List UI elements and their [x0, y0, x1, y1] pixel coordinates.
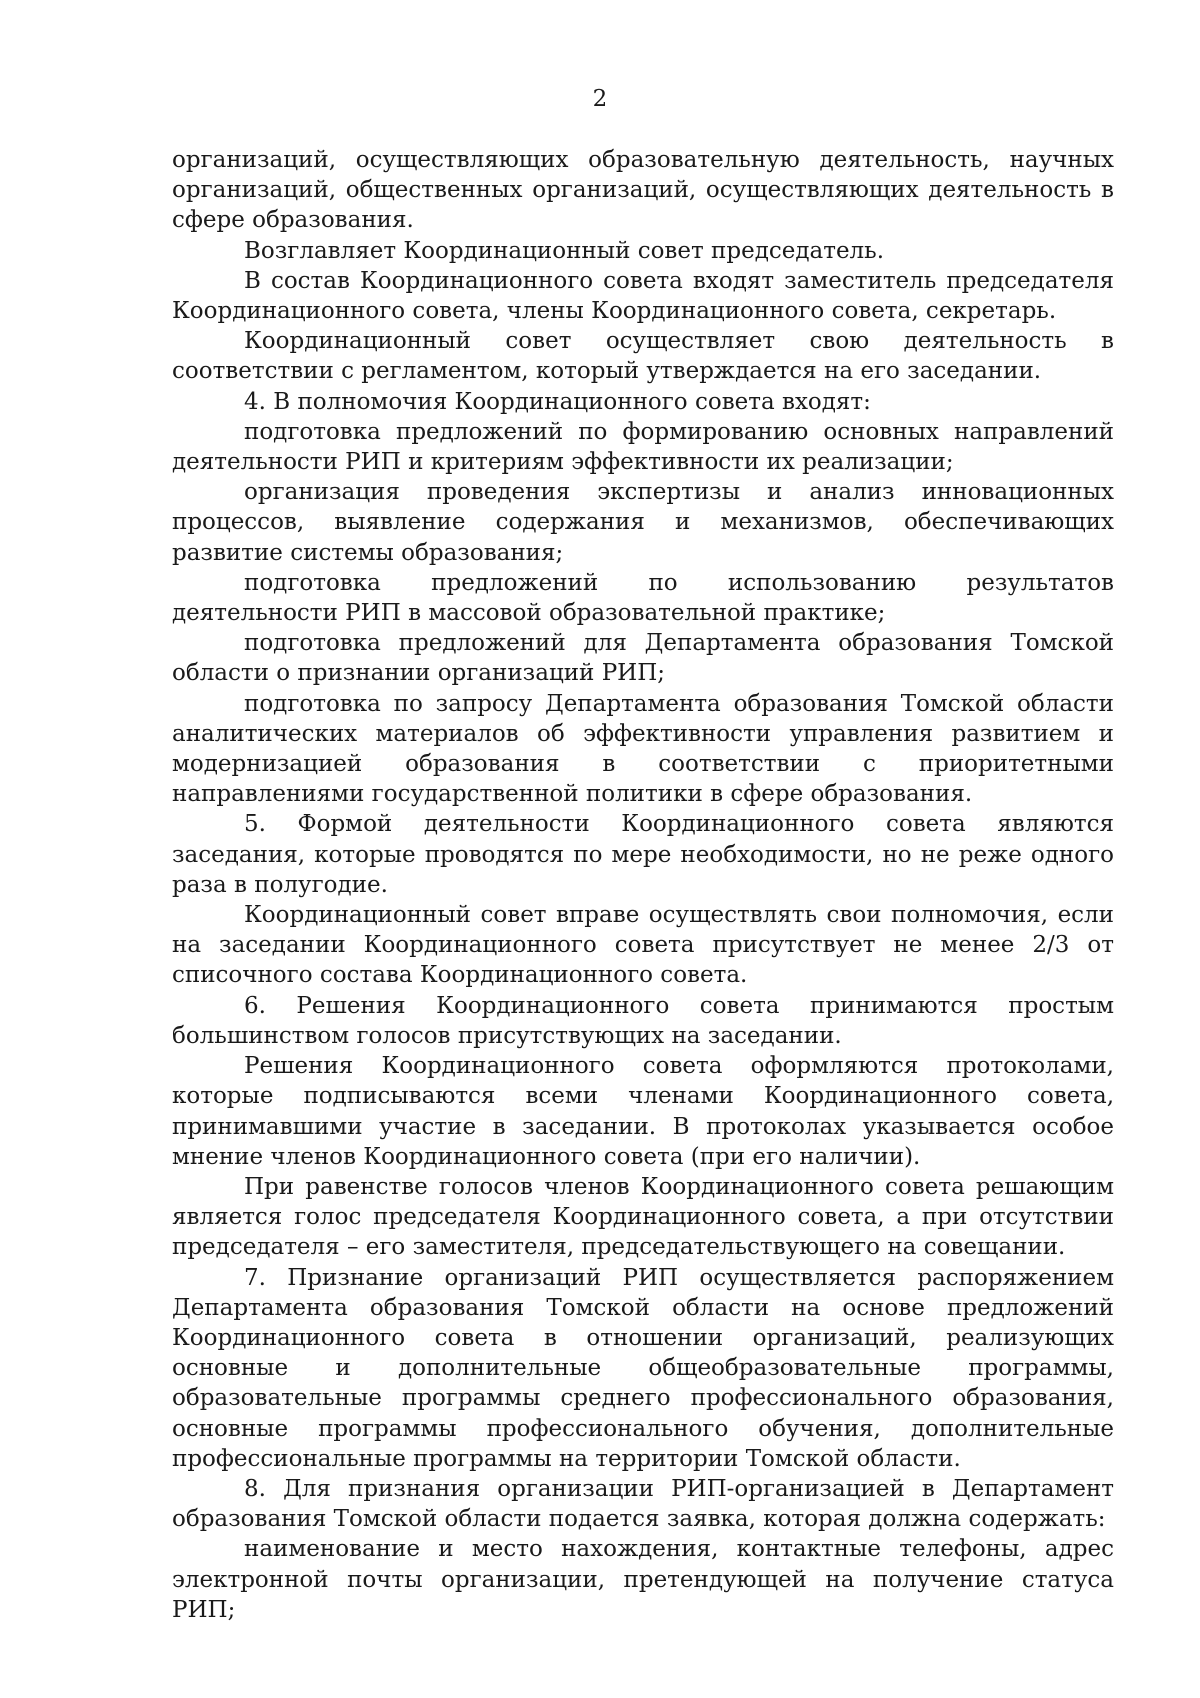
- paragraph: подготовка предложений по использованию результатов деятельности РИП в массовой образовательной практике;: [172, 569, 1114, 627]
- paragraph: подготовка по запросу Департамента образования Томской области аналитических материалов об эффективности управления развитием и модернизацией образования в соответствии с приоритетными направлениями государственной политики в сфере образования.: [172, 690, 1114, 808]
- paragraph: 7. Признание организаций РИП осуществляется распоряжением Департамента образования Томской области на основе предложений Координационного совета в отношении организаций, реализующих основные и дополнительные общеобразовательные программы, образовательные программы среднего профессионального образования, основные программы профессионального обучения, дополнительные профессиональные программы на территории Томской области.: [172, 1264, 1114, 1472]
- paragraph: подготовка предложений для Департамента образования Томской области о признании организаций РИП;: [172, 630, 1114, 687]
- paragraph: 6. Решения Координационного совета принимаются простым большинством голосов присутствующих на заседании.: [172, 992, 1114, 1049]
- paragraph: 4. В полномочия Координационного совета входят:: [244, 388, 871, 415]
- paragraph: наименование и место нахождения, контактные телефоны, адрес электронной почты организации, претендующей на получение статуса РИП;: [172, 1536, 1114, 1623]
- paragraph: Координационный совет вправе осуществлять свои полномочия, если на заседании Координационного совета присутствует не менее 2/3 от списочного состава Координационного совета.: [172, 902, 1114, 989]
- paragraph: подготовка предложений по формированию основных направлений деятельности РИП и критериям эффективности их реализации;: [172, 418, 1114, 476]
- paragraph: 8. Для признания организации РИП-организацией в Департамент образования Томской области подается заявка, которая должна содержать:: [172, 1475, 1114, 1533]
- paragraph: В состав Координационного совета входят заместитель председателя Координационного совета, члены Координационного совета, секретарь.: [172, 267, 1114, 325]
- paragraph: Решения Координационного совета оформляются протоколами, которые подписываются всеми членами Координационного совета, принимавшими участие в заседании. В протоколах указывается особое мнение членов Координационного совета (при его наличии).: [172, 1053, 1114, 1170]
- page-number: 2: [592, 86, 608, 112]
- paragraph: 5. Формой деятельности Координационного совета являются заседания, которые проводятся по мере необходимости, но не реже одного раза в полугодие.: [172, 811, 1114, 898]
- paragraph: При равенстве голосов членов Координационного совета решающим является голос председателя Координационного совета, а при отсутствии председателя – его заместителя, председательствующего на совещании.: [172, 1173, 1114, 1261]
- paragraph: Координационный совет осуществляет свою деятельность в соответствии с регламентом, который утверждается на его заседании.: [172, 328, 1114, 385]
- paragraph: организаций, осуществляющих образовательную деятельность, научных организаций, общественных организаций, осуществляющих деятельность в сфере образования.: [172, 147, 1114, 234]
- paragraph: организация проведения экспертизы и анализ инновационных процессов, выявление содержания и механизмов, обеспечивающих развитие системы образования;: [172, 479, 1114, 566]
- paragraph: Возглавляет Координационный совет председатель.: [244, 237, 885, 264]
- document-body: [172, 145, 1114, 1625]
